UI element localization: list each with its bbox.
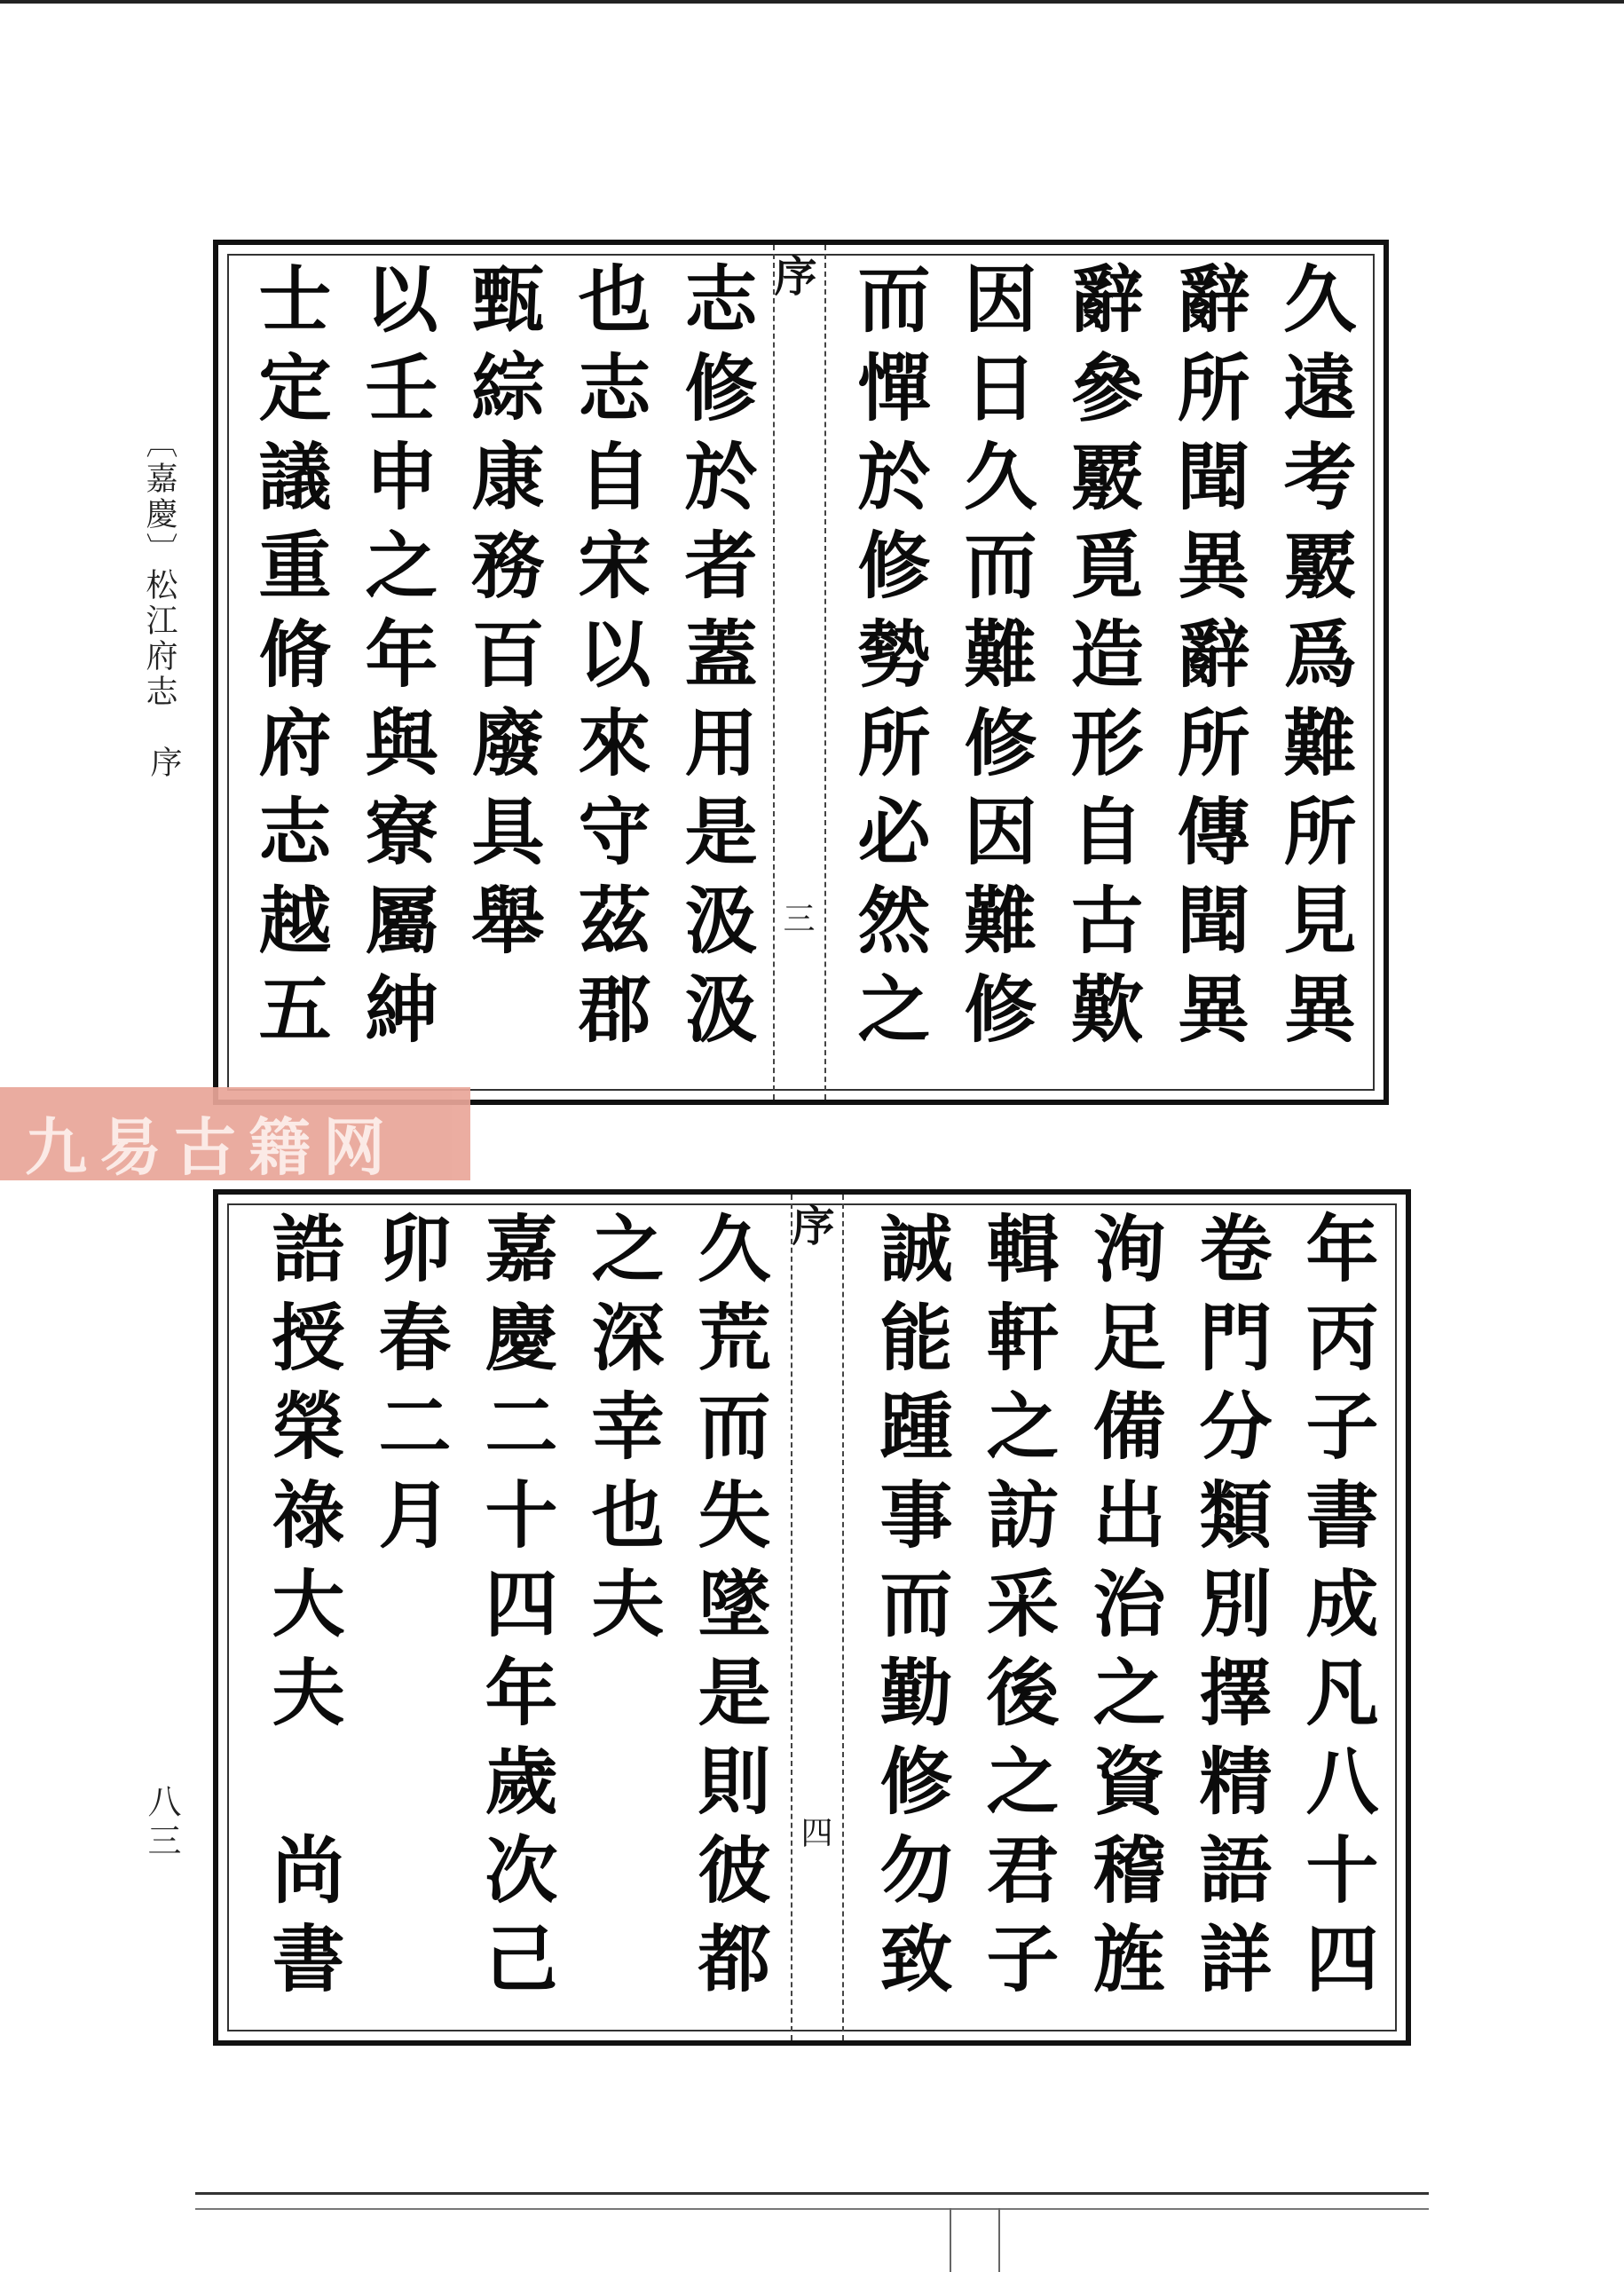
top-border-rule [0,0,1624,4]
bottom-column-9: 卯春二月 [367,1211,452,1566]
top-column-10: 士定議重脩府志越五 [247,261,332,1060]
top-gutter-label: 序 [767,254,816,296]
bottom-column-2: 卷門分類別擇精語詳 [1187,1211,1273,2009]
watermark-banner [0,1087,470,1184]
top-column-7: 也志自宋以來守茲郡 [566,261,651,1060]
top-text-panel [213,240,1389,1105]
bottom-text-panel [213,1189,1411,2046]
bottom-rule-1 [195,2192,1429,2195]
bottom-column-6: 久荒而失墜是則彼都 [686,1211,771,2009]
running-header-title: 〔嘉慶〕松江府志 [141,426,177,710]
bottom-gutter-label: 序 [784,1203,834,1246]
top-column-4: 因日久而難修因難修 [952,261,1037,1060]
top-column-5: 而憚於修勢所必然之 [846,261,931,1060]
page-number: 八三 [142,1784,181,1862]
bottom-rule-2 [195,2208,1429,2210]
bottom-gutter-page: 四 [796,1816,832,1848]
bottom-column-8: 嘉慶二十四年歲次己 [473,1211,558,2009]
top-column-3: 辭參覈覓造形自古歎 [1059,261,1144,1060]
bottom-column-7: 之深幸也夫 [579,1211,665,1654]
top-column-1: 久遠考覈爲難所見異 [1272,261,1357,1060]
bottom-column-10: 誥授榮祿大夫 尚書 [260,1211,345,2009]
bottom-center-gutter [784,1195,844,2040]
watermark-text: 九易古籍网 [25,1110,398,1184]
bottom-border-rules [195,2192,1429,2272]
bottom-rule-divider-2 [998,2208,1000,2272]
top-column-2: 辭所聞異辭所傳聞異 [1165,261,1250,1060]
top-column-6: 志修於者蓋用是汲汲 [673,261,758,1060]
bottom-column-1: 年丙子書成凡八十四 [1294,1211,1379,2009]
bottom-column-3: 洵足備出治之資稽旌 [1081,1211,1166,2009]
top-center-gutter [767,245,826,1100]
top-gutter-page: 三 [778,902,815,934]
bottom-column-5: 誠能踵事而勤修勿致 [868,1211,953,2009]
running-header-section: 序 [146,746,182,777]
bottom-rule-divider-1 [950,2208,951,2272]
top-column-8: 甄綜康務百廢具舉 [460,261,545,971]
bottom-column-4: 輯軒之訪采後之君子 [974,1211,1060,2009]
top-column-9: 以壬申之年與寮屬紳 [353,261,438,1060]
